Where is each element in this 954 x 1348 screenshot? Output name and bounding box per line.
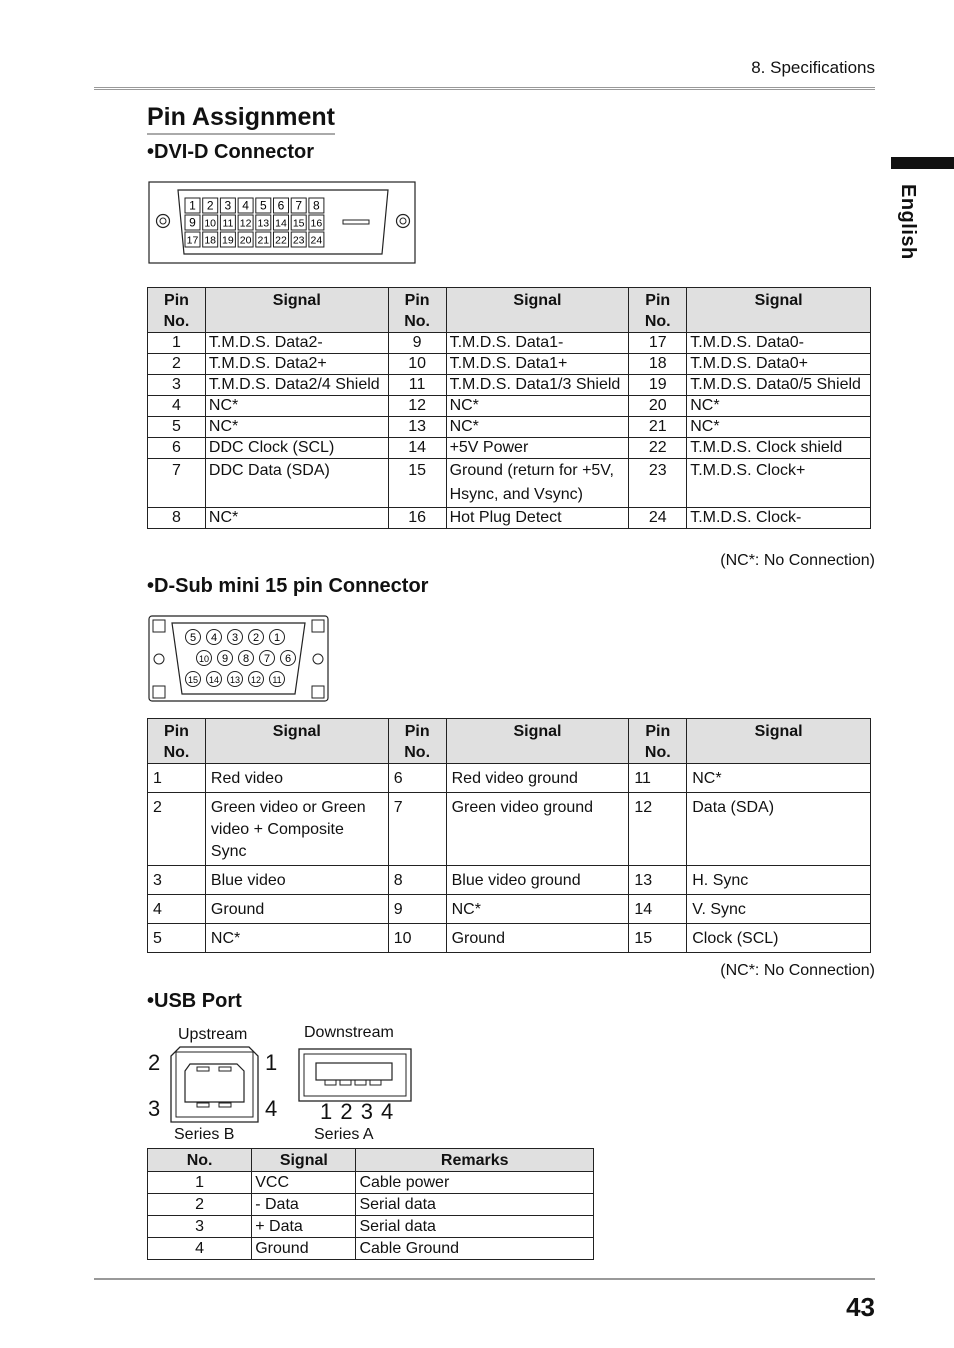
table-cell: NC* [446, 396, 629, 417]
svg-text:6: 6 [277, 198, 285, 213]
table-row [148, 1172, 594, 1194]
table-cell: 3 [148, 375, 206, 396]
svg-text:8: 8 [242, 652, 250, 665]
dvi-pin-19 [220, 232, 235, 247]
usb-series-b-diagram [170, 1046, 260, 1124]
table-cell: NC* [205, 508, 388, 529]
dsub-section-title: •D-Sub mini 15 pin Connector [147, 575, 429, 597]
table-cell: 10 [388, 354, 446, 375]
side-tab-label: English [897, 184, 919, 260]
table-cell: DDC Data (SDA) [205, 459, 388, 508]
table-header-cell: Pin No. [388, 288, 446, 333]
table-cell: NC* [687, 417, 871, 438]
table-cell: 8 [388, 866, 446, 895]
table-cell: T.M.D.S. Data2+ [205, 354, 388, 375]
svg-text:2: 2 [252, 631, 260, 644]
table-row [148, 354, 871, 375]
table-cell: Data (SDA) [687, 793, 871, 866]
table-cell: Ground [205, 895, 388, 924]
usb-a-pin-numbers: 1 2 3 4 [320, 1099, 395, 1124]
table-cell: Serial data [356, 1194, 594, 1216]
table-cell: 2 [148, 793, 206, 866]
bottom-rule [94, 1278, 875, 1280]
svg-text:2: 2 [206, 198, 214, 213]
table-cell: Cable power [356, 1172, 594, 1194]
usb-b-pin-2: 2 [148, 1050, 161, 1075]
svg-text:3: 3 [231, 631, 239, 644]
table-row [148, 459, 871, 508]
side-tab-bar [891, 157, 954, 169]
table-cell: Ground [252, 1238, 356, 1260]
usb-b-pin-4: 4 [265, 1096, 278, 1121]
svg-text:6: 6 [284, 652, 292, 665]
table-cell: 2 [148, 1194, 252, 1216]
table-header-cell: Pin No. [148, 288, 206, 333]
table-cell: T.M.D.S. Data1+ [446, 354, 629, 375]
usb-series-a-label: Series A [314, 1126, 374, 1143]
svg-text:1: 1 [189, 198, 196, 213]
svg-text:1: 1 [273, 631, 281, 644]
table-header-cell: Signal [205, 288, 388, 333]
page-title: Pin Assignment [147, 103, 335, 135]
table-row [148, 764, 871, 793]
table-cell: 11 [388, 375, 446, 396]
svg-text:11: 11 [222, 217, 234, 230]
table-cell: 4 [148, 1238, 252, 1260]
table-cell: Ground [446, 924, 629, 953]
usb-series-a-diagram [298, 1048, 413, 1103]
usb-pin-table [147, 1148, 594, 1260]
table-cell: NC* [687, 764, 871, 793]
svg-text:10: 10 [204, 217, 217, 230]
dsub-pin-table [147, 718, 871, 953]
table-cell: 12 [629, 793, 687, 866]
table-cell: 18 [629, 354, 687, 375]
table-cell: 4 [148, 396, 206, 417]
table-cell: Ground (return for +5V, Hsync, and Vsync) [446, 459, 629, 508]
table-cell: NC* [205, 396, 388, 417]
table-header-cell: Remarks [356, 1149, 594, 1172]
table-cell: NC* [446, 895, 629, 924]
table-cell: T.M.D.S. Clock- [687, 508, 871, 529]
top-rule [94, 87, 875, 90]
svg-text:7: 7 [295, 198, 303, 213]
table-row [148, 1194, 594, 1216]
svg-text:15: 15 [292, 217, 305, 230]
table-header-cell: Pin No. [629, 719, 687, 764]
table-cell: 6 [148, 438, 206, 459]
table-cell: Clock (SCL) [687, 924, 871, 953]
dvi-pin-16 [309, 215, 324, 230]
usb-series-b-label: Series B [174, 1126, 235, 1143]
dvi-pin-11 [220, 215, 235, 230]
table-row [148, 793, 871, 866]
table-cell: 9 [388, 333, 446, 354]
table-cell: 8 [148, 508, 206, 529]
table-cell: 3 [148, 866, 206, 895]
table-cell: VCC [252, 1172, 356, 1194]
table-cell: 21 [629, 417, 687, 438]
table-cell: NC* [446, 417, 629, 438]
table-cell: Blue video [205, 866, 388, 895]
table-cell: 15 [629, 924, 687, 953]
table-cell: Red video [205, 764, 388, 793]
table-cell: T.M.D.S. Clock+ [687, 459, 871, 508]
svg-text:14: 14 [275, 217, 287, 230]
table-row [148, 1216, 594, 1238]
table-header-cell: Signal [687, 719, 871, 764]
table-cell: 7 [148, 459, 206, 508]
dvi-pin-18 [203, 232, 218, 247]
table-row [148, 1238, 594, 1260]
table-cell: T.M.D.S. Data1- [446, 333, 629, 354]
table-cell: T.M.D.S. Data0- [687, 333, 871, 354]
usb-b-pin-3: 3 [148, 1096, 161, 1121]
table-cell: T.M.D.S. Data2/4 Shield [205, 375, 388, 396]
table-header-cell: Pin No. [148, 719, 206, 764]
table-header-cell: No. [148, 1149, 252, 1172]
table-cell: 23 [629, 459, 687, 508]
table-cell: DDC Clock (SCL) [205, 438, 388, 459]
table-header-cell: Signal [446, 288, 629, 333]
table-header-cell: Pin No. [629, 288, 687, 333]
table-row [148, 333, 871, 354]
dvi-pin-14 [274, 215, 289, 230]
table-cell: 1 [148, 1172, 252, 1194]
table-cell: - Data [252, 1194, 356, 1216]
table-cell: Serial data [356, 1216, 594, 1238]
usb-section-title: •USB Port [147, 990, 242, 1012]
table-cell: 20 [629, 396, 687, 417]
page-number: 43 [846, 1292, 875, 1322]
dsub-note: (NC*: No Connection) [720, 962, 875, 979]
table-cell: NC* [205, 924, 388, 953]
table-cell: +5V Power [446, 438, 629, 459]
running-header: 8. Specifications [751, 58, 875, 77]
table-header-cell: Signal [252, 1149, 356, 1172]
table-row [148, 895, 871, 924]
svg-text:12: 12 [250, 674, 262, 685]
dvi-pin-17 [185, 232, 200, 247]
table-cell: 2 [148, 354, 206, 375]
table-cell: Green video or Green video + Composite Sync [205, 793, 388, 866]
table-row [148, 508, 871, 529]
table-cell: NC* [687, 396, 871, 417]
svg-text:8: 8 [313, 198, 320, 213]
table-row [148, 417, 871, 438]
dvi-pin-21 [256, 232, 271, 247]
dvi-pin-12 [238, 215, 253, 230]
table-cell: Blue video ground [446, 866, 629, 895]
usb-b-pin-1: 1 [265, 1050, 278, 1075]
table-cell: T.M.D.S. Data0/5 Shield [687, 375, 871, 396]
table-cell: 7 [388, 793, 446, 866]
dsub-connector-diagram [148, 615, 330, 703]
table-cell: T.M.D.S. Data0+ [687, 354, 871, 375]
table-cell: 11 [629, 764, 687, 793]
dvi-pin-15 [291, 215, 306, 230]
svg-text:19: 19 [222, 234, 234, 247]
table-row [148, 866, 871, 895]
dvi-pin-24 [309, 232, 324, 247]
svg-text:3: 3 [224, 198, 232, 213]
table-row [148, 396, 871, 417]
svg-text:10: 10 [198, 653, 210, 664]
svg-text:9: 9 [189, 215, 196, 230]
table-cell: 10 [388, 924, 446, 953]
svg-text:18: 18 [204, 234, 217, 247]
dvi-pin-table [147, 287, 871, 529]
svg-text:14: 14 [208, 674, 220, 685]
svg-text:24: 24 [310, 234, 323, 247]
table-row [148, 924, 871, 953]
svg-text:20: 20 [239, 234, 252, 247]
table-header-cell: Signal [205, 719, 388, 764]
table-cell: 15 [388, 459, 446, 508]
table-cell: 5 [148, 924, 206, 953]
table-cell: H. Sync [687, 866, 871, 895]
table-cell: + Data [252, 1216, 356, 1238]
svg-text:5: 5 [189, 631, 197, 644]
table-row [148, 375, 871, 396]
svg-text:15: 15 [187, 674, 199, 685]
table-cell: 1 [148, 333, 206, 354]
table-row [148, 438, 871, 459]
table-cell: 19 [629, 375, 687, 396]
table-cell: 16 [388, 508, 446, 529]
table-cell: NC* [205, 417, 388, 438]
svg-text:9: 9 [221, 652, 229, 665]
dvi-pin-23 [291, 232, 306, 247]
dvi-connector-diagram [148, 181, 417, 265]
dvi-pin-13 [256, 215, 271, 230]
svg-text:21: 21 [257, 234, 270, 247]
table-cell: 9 [388, 895, 446, 924]
svg-text:7: 7 [263, 652, 271, 665]
table-cell: 22 [629, 438, 687, 459]
table-cell: 17 [629, 333, 687, 354]
table-cell: 3 [148, 1216, 252, 1238]
svg-text:11: 11 [272, 674, 282, 685]
svg-text:4: 4 [210, 631, 218, 644]
table-cell: Hot Plug Detect [446, 508, 629, 529]
svg-text:4: 4 [242, 198, 249, 213]
table-cell: 1 [148, 764, 206, 793]
svg-text:12: 12 [239, 217, 252, 230]
svg-text:22: 22 [275, 234, 287, 247]
table-cell: Red video ground [446, 764, 629, 793]
dvi-pin-22 [274, 232, 289, 247]
table-cell: 4 [148, 895, 206, 924]
usb-downstream-label: Downstream [304, 1024, 394, 1041]
table-cell: 14 [388, 438, 446, 459]
usb-upstream-label: Upstream [178, 1026, 248, 1043]
table-header-cell: Pin No. [388, 719, 446, 764]
svg-text:17: 17 [186, 234, 199, 247]
table-cell: T.M.D.S. Data1/3 Shield [446, 375, 629, 396]
svg-text:13: 13 [257, 217, 270, 230]
svg-text:13: 13 [229, 674, 241, 685]
dvi-pin-20 [238, 232, 253, 247]
table-cell: Cable Ground [356, 1238, 594, 1260]
svg-text:16: 16 [310, 217, 323, 230]
table-cell: V. Sync [687, 895, 871, 924]
table-header-cell: Signal [687, 288, 871, 333]
dvi-note: (NC*: No Connection) [720, 552, 875, 569]
table-header-cell: Signal [446, 719, 629, 764]
table-cell: Green video ground [446, 793, 629, 866]
table-cell: 14 [629, 895, 687, 924]
table-cell: T.M.D.S. Data2- [205, 333, 388, 354]
table-cell: T.M.D.S. Clock shield [687, 438, 871, 459]
table-cell: 24 [629, 508, 687, 529]
table-cell: 5 [148, 417, 206, 438]
dvi-pin-10 [203, 215, 218, 230]
svg-text:5: 5 [259, 198, 267, 213]
svg-text:23: 23 [292, 234, 305, 247]
table-cell: 6 [388, 764, 446, 793]
dvi-section-title: •DVI-D Connector [147, 141, 315, 163]
table-cell: 13 [388, 417, 446, 438]
table-cell: 13 [629, 866, 687, 895]
table-cell: 12 [388, 396, 446, 417]
